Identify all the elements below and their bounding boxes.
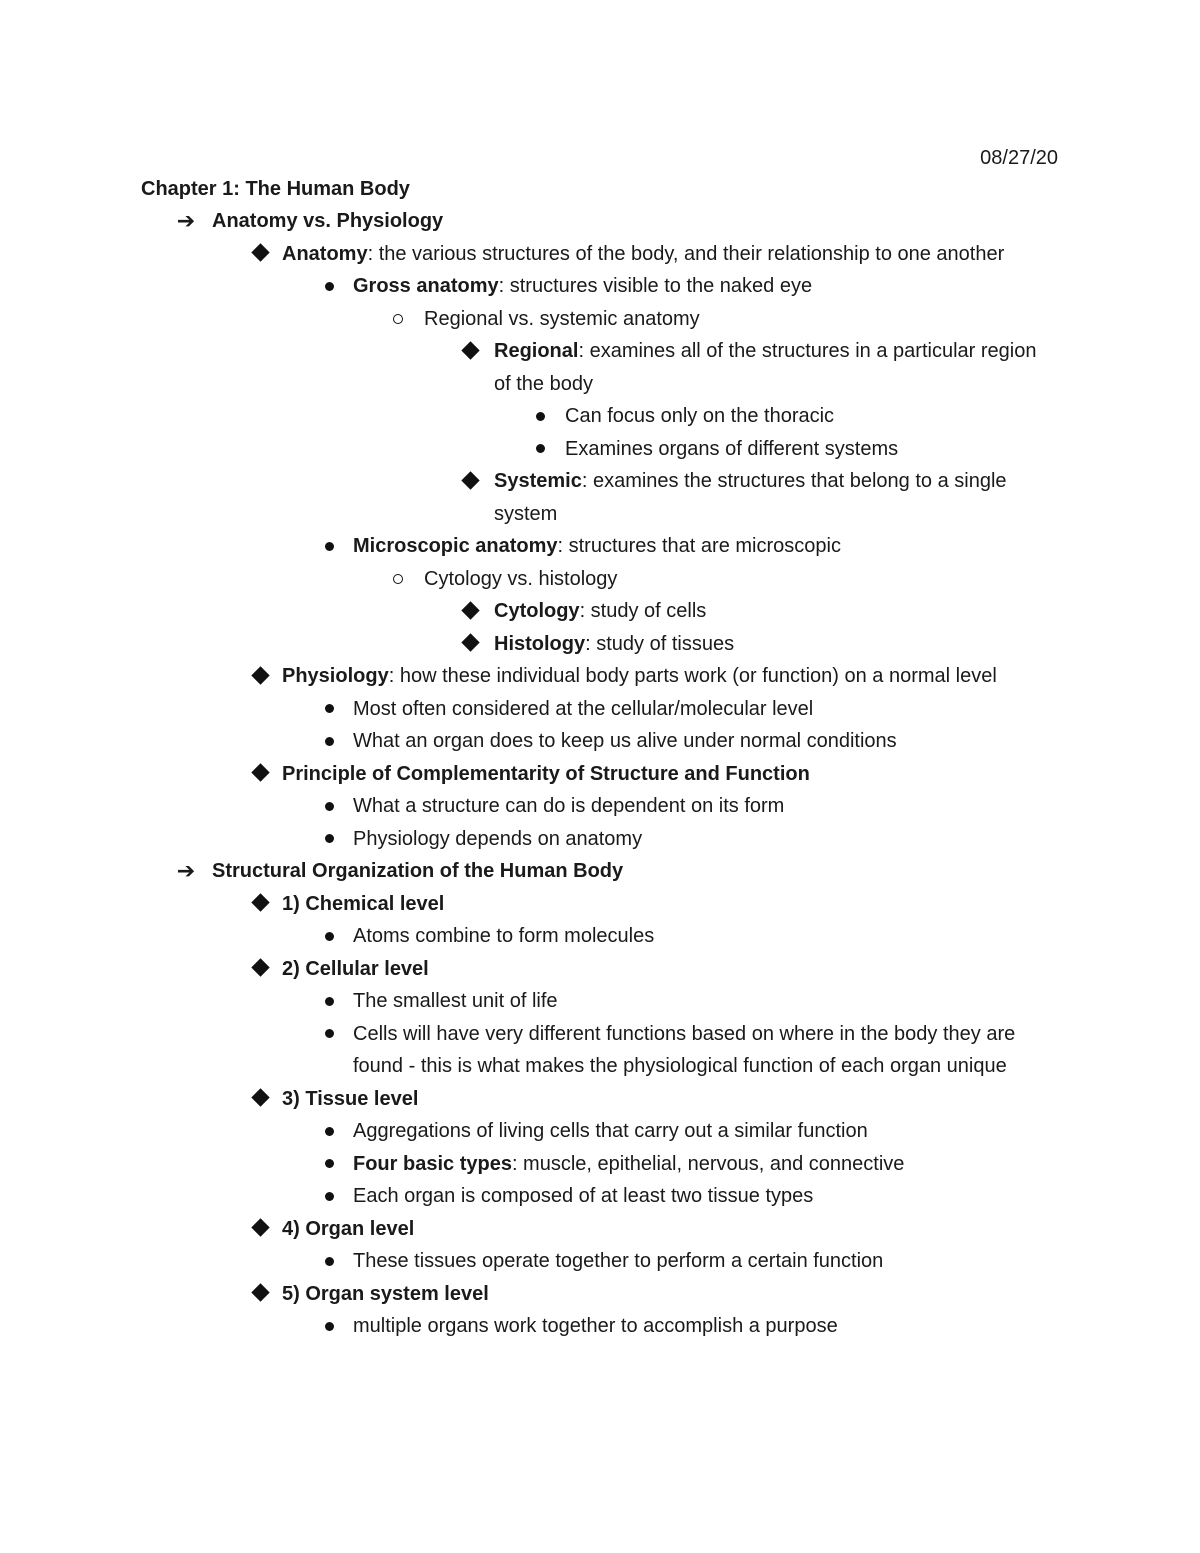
outline-item (0, 1018, 1200, 1083)
diamond-icon (248, 888, 272, 921)
outline-item (0, 920, 1200, 953)
outline-item-text (353, 828, 642, 850)
outline-item-text (353, 1315, 838, 1337)
outline-item (0, 563, 1200, 596)
outline-item (0, 758, 1200, 791)
outline-item (0, 1213, 1200, 1246)
outline-item-text (282, 893, 444, 915)
outline-item-description: Each organ is composed of at least two tissue types (353, 1185, 814, 1207)
outline-item (0, 660, 1200, 693)
outline-item-text (494, 340, 1036, 395)
outline-item-description: Atoms combine to form molecules (353, 925, 655, 947)
outline-item-term: Anatomy (282, 242, 368, 265)
outline-item-text (212, 860, 623, 882)
outline-item-description: Can focus only on the thoracic (565, 405, 835, 427)
outline-item-term: Anatomy vs. Physiology (212, 210, 444, 232)
dot-icon (317, 530, 341, 563)
outline-item (0, 1115, 1200, 1148)
dot-icon (317, 1115, 341, 1148)
outline-item (0, 953, 1200, 986)
outline-item-term: Structural Organization of the Human Body (212, 860, 624, 882)
outline-item-description: Most often considered at the cellular/molecular level (353, 697, 814, 720)
outline-item (0, 1310, 1200, 1343)
outline-item-term: 1) Chemical level (282, 892, 445, 915)
outline-item (0, 693, 1200, 726)
dot-icon (528, 433, 552, 466)
outline-item-text (282, 665, 997, 687)
diamond-icon (248, 758, 272, 791)
outline-item (0, 400, 1200, 433)
outline-item (0, 790, 1200, 823)
outline-item-term: Principle of Complementarity of Structure and Function (282, 762, 810, 785)
outline-item-description: Aggregations of living cells that carry out a similar function (353, 1120, 868, 1142)
outline-item-description: : study of cells (579, 600, 707, 622)
outline-item (0, 595, 1200, 628)
diamond-icon (248, 1213, 272, 1246)
outline-item-text (494, 470, 1007, 525)
dot-icon (317, 725, 341, 758)
diamond-icon (248, 1083, 272, 1116)
outline-item-text (353, 698, 813, 720)
outline-item (0, 303, 1200, 336)
outline-item-text (282, 1283, 489, 1305)
outline-item-text (353, 925, 654, 947)
outline-item-term: Four basic types (353, 1152, 512, 1175)
outline-item-description: multiple organs work together to accomplish a purpose (353, 1315, 838, 1337)
outline-item-text (353, 1023, 1015, 1078)
outline-item (0, 628, 1200, 661)
diamond-icon (248, 238, 272, 271)
diamond-icon (248, 660, 272, 693)
circle-icon (386, 303, 410, 336)
outline-item-text (494, 600, 706, 622)
outline-item-text (353, 1153, 904, 1175)
diamond-icon (458, 628, 482, 661)
dot-icon (317, 693, 341, 726)
outline-item-term: 3) Tissue level (282, 1087, 419, 1110)
diamond-icon (458, 595, 482, 628)
outline-item (0, 1278, 1200, 1311)
outline-item-description: Cytology vs. histology (424, 567, 618, 590)
outline-item-text (424, 568, 617, 590)
arrow-icon: ➔ (176, 208, 196, 234)
outline-item-term: Regional (494, 340, 579, 362)
outline-item-description: Cells will have very different functions based on where in the body they are found - this is what makes the physiological function of each organ unique (353, 1022, 1016, 1077)
outline-item (0, 1245, 1200, 1278)
outline-item (0, 530, 1200, 563)
dot-icon (317, 1180, 341, 1213)
dot-icon (317, 985, 341, 1018)
outline-item-description: What an organ does to keep us alive under normal conditions (353, 730, 897, 752)
outline-item-description: : study of tissues (585, 632, 735, 655)
outline-item (0, 888, 1200, 921)
outline-item-description: : structures visible to the naked eye (498, 275, 813, 297)
outline-item-text (282, 1088, 418, 1110)
outline-item-text (353, 1250, 883, 1272)
outline-item-term: Physiology (282, 665, 389, 687)
outline-item (0, 270, 1200, 303)
outline-item (0, 238, 1200, 271)
outline-item (0, 725, 1200, 758)
outline-item-description: These tissues operate together to perform a certain function (353, 1250, 884, 1272)
outline-item-term: Gross anatomy (353, 275, 499, 297)
outline-item-text (282, 958, 429, 980)
outline-item-text (212, 210, 443, 232)
outline-item (0, 1083, 1200, 1116)
outline-item (0, 823, 1200, 856)
outline-item (0, 985, 1200, 1018)
dot-icon (317, 1148, 341, 1181)
dot-icon (317, 270, 341, 303)
outline-item-text (494, 633, 734, 655)
outline-item-term: Histology (494, 632, 586, 655)
outline-item (0, 465, 1200, 530)
dot-icon (317, 1310, 341, 1343)
dot-icon (317, 1018, 341, 1051)
date: 08/27/20 (980, 147, 1058, 169)
outline-item-text (353, 535, 841, 557)
outline-item-description: : the various structures of the body, and their relationship to one another (367, 242, 1005, 265)
outline-item-term: Systemic (494, 470, 582, 492)
diamond-icon (248, 1278, 272, 1311)
circle-icon (386, 563, 410, 596)
dot-icon (317, 1245, 341, 1278)
dot-icon (528, 400, 552, 433)
outline-item-description: The smallest unit of life (353, 990, 558, 1012)
outline-item-description: Physiology depends on anatomy (353, 827, 643, 850)
outline-item-term: Cytology (494, 600, 580, 622)
outline-item-text (353, 730, 897, 752)
outline-item (0, 335, 1200, 400)
outline-item-text (282, 1218, 414, 1240)
arrow-icon: ➔ (176, 858, 196, 884)
outline-item-text (282, 243, 1004, 265)
dot-icon (317, 823, 341, 856)
outline-item-text (353, 795, 784, 817)
outline-item-text (353, 275, 812, 297)
diamond-icon (248, 953, 272, 986)
outline-item (0, 855, 1200, 888)
outline-item-description: Regional vs. systemic anatomy (424, 307, 700, 330)
outline-item-text (282, 763, 810, 785)
outline-item-description: What a structure can do is dependent on its form (353, 795, 785, 817)
outline-item (0, 1148, 1200, 1181)
outline-item-term: Microscopic anatomy (353, 535, 558, 557)
outline-item-text (353, 1185, 813, 1207)
outline-item-text (565, 405, 834, 427)
outline-list (0, 205, 1200, 1343)
outline-item (0, 205, 1200, 238)
outline-item-term: 2) Cellular level (282, 957, 429, 980)
dot-icon (317, 920, 341, 953)
outline-item-description: : how these individual body parts work (or function) on a normal level (388, 665, 997, 687)
outline-item-description: : muscle, epithelial, nervous, and connective (511, 1152, 905, 1175)
outline-item-text (424, 308, 700, 330)
outline-item-description: Examines organs of different systems (565, 437, 899, 460)
outline-item (0, 433, 1200, 466)
chapter-title: Chapter 1: The Human Body (141, 178, 410, 200)
outline-item-text (565, 438, 898, 460)
outline-item-description: : examines the structures that belong to a single system (494, 470, 1007, 525)
outline-item (0, 1180, 1200, 1213)
outline-item-description: : structures that are microscopic (557, 535, 841, 557)
outline-item-text (353, 1120, 868, 1142)
outline-item-description: : examines all of the structures in a particular region of the body (494, 340, 1037, 395)
dot-icon (317, 790, 341, 823)
diamond-icon (458, 335, 482, 368)
outline-item-text (353, 990, 558, 1012)
outline-item-term: 5) Organ system level (282, 1282, 489, 1305)
outline-item-term: 4) Organ level (282, 1217, 415, 1240)
diamond-icon (458, 465, 482, 498)
